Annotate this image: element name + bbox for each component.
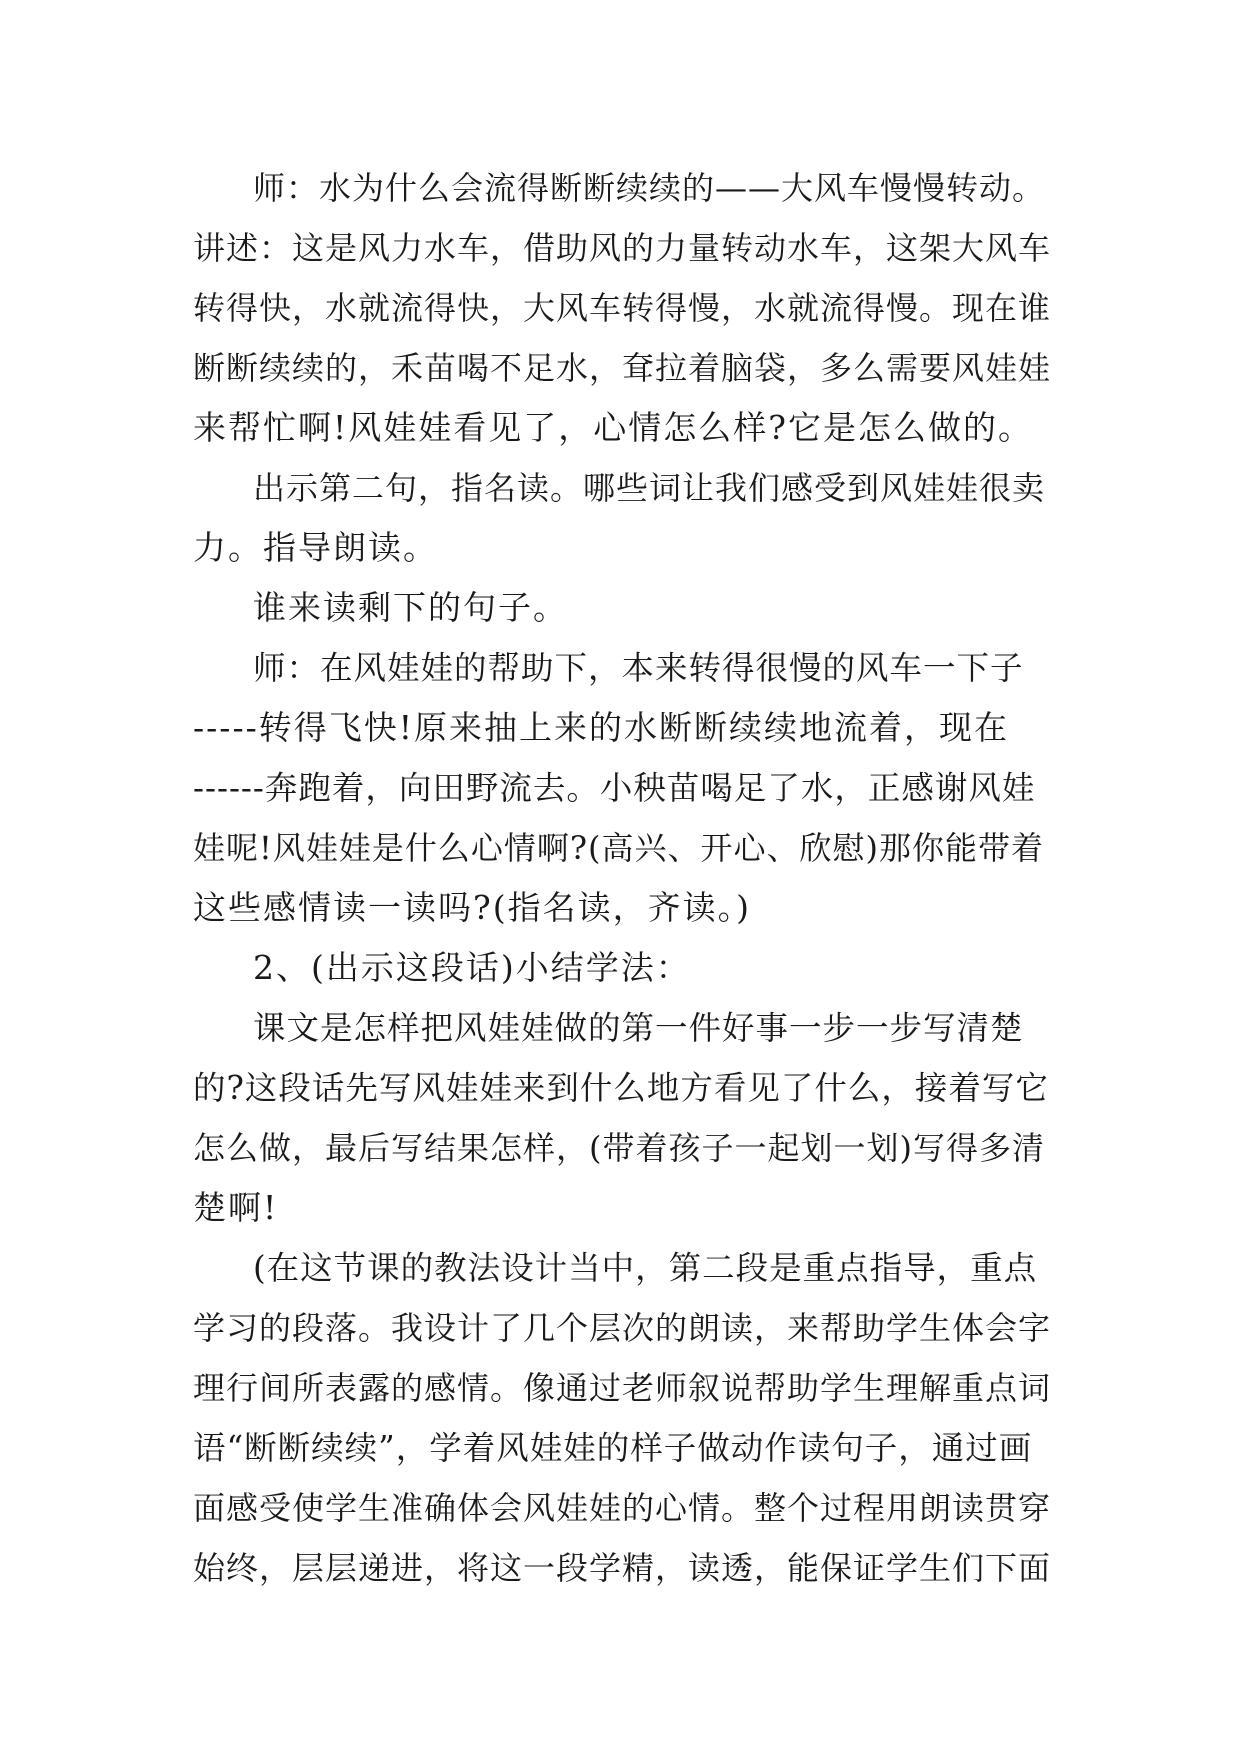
text-line: 讲述：这是风力水车，借助风的力量转动水车，这架大风车 <box>193 229 1052 267</box>
text-line: 楚啊! <box>193 1188 279 1227</box>
text-line: 这些感情读一读吗?(指名读，齐读。) <box>193 888 751 927</box>
text-line: 语“断断续续”，学着风娃娃的样子做动作读句子，通过画 <box>193 1429 1033 1467</box>
body-text <box>193 158 1053 1598</box>
text-line: ------奔跑着，向田野流去。小秧苗喝足了水，正感谢风娃 <box>193 769 1036 807</box>
text-line: (在这节课的教法设计当中，第二段是重点指导，重点 <box>253 1249 1038 1287</box>
text-line: 娃呢!风娃娃是什么心情啊?(高兴、开心、欣慰)那你能带着 <box>193 829 1044 867</box>
text-line: 学习的段落。我设计了几个层次的朗读，来帮助学生体会字 <box>193 1309 1052 1347</box>
text-line: 怎么做，最后写结果怎样，(带着孩子一起划一划)写得多清 <box>193 1129 1045 1167</box>
text-line: 课文是怎样把风娃娃做的第一件好事一步一步写清楚 <box>253 1009 1024 1047</box>
text-line: 师：在风娃娃的帮助下，本来转得很慢的风车一下子 <box>253 649 1024 687</box>
text-line: 师：水为什么会流得断断续续的——大风车慢慢转动。 <box>253 169 1046 207</box>
text-line: 理行间所表露的感情。像通过老师叙说帮助学生理解重点词 <box>193 1369 1052 1407</box>
text-line: 面感受使学生准确体会风娃娃的心情。整个过程用朗读贯穿 <box>193 1489 1052 1527</box>
text-line: 始终，层层递进，将这一段学精，读透，能保证学生们下面 <box>193 1549 1052 1587</box>
text-line: 2、(出示这段话)小结学法： <box>253 948 691 987</box>
text-line: 谁来读剩下的句子。 <box>253 588 568 627</box>
text-line: 出示第二句，指名读。哪些词让我们感受到风娃娃很卖 <box>253 469 1046 507</box>
text-line: 力。指导朗读。 <box>193 528 438 567</box>
text-line: -----转得飞快!原来抽上来的水断断续续地流着，现在 <box>193 708 1010 747</box>
text-line: 断断续续的，禾苗喝不足水，耷拉着脑袋，多么需要风娃娃 <box>193 349 1052 387</box>
text-line: 转得快，水就流得快，大风车转得慢，水就流得慢。现在谁 <box>193 289 1052 327</box>
text-line: 来帮忙啊!风娃娃看见了，心情怎么样?它是怎么做的。 <box>193 408 1033 447</box>
text-line: 的?这段话先写风娃娃来到什么地方看见了什么，接着写它 <box>193 1069 1049 1107</box>
